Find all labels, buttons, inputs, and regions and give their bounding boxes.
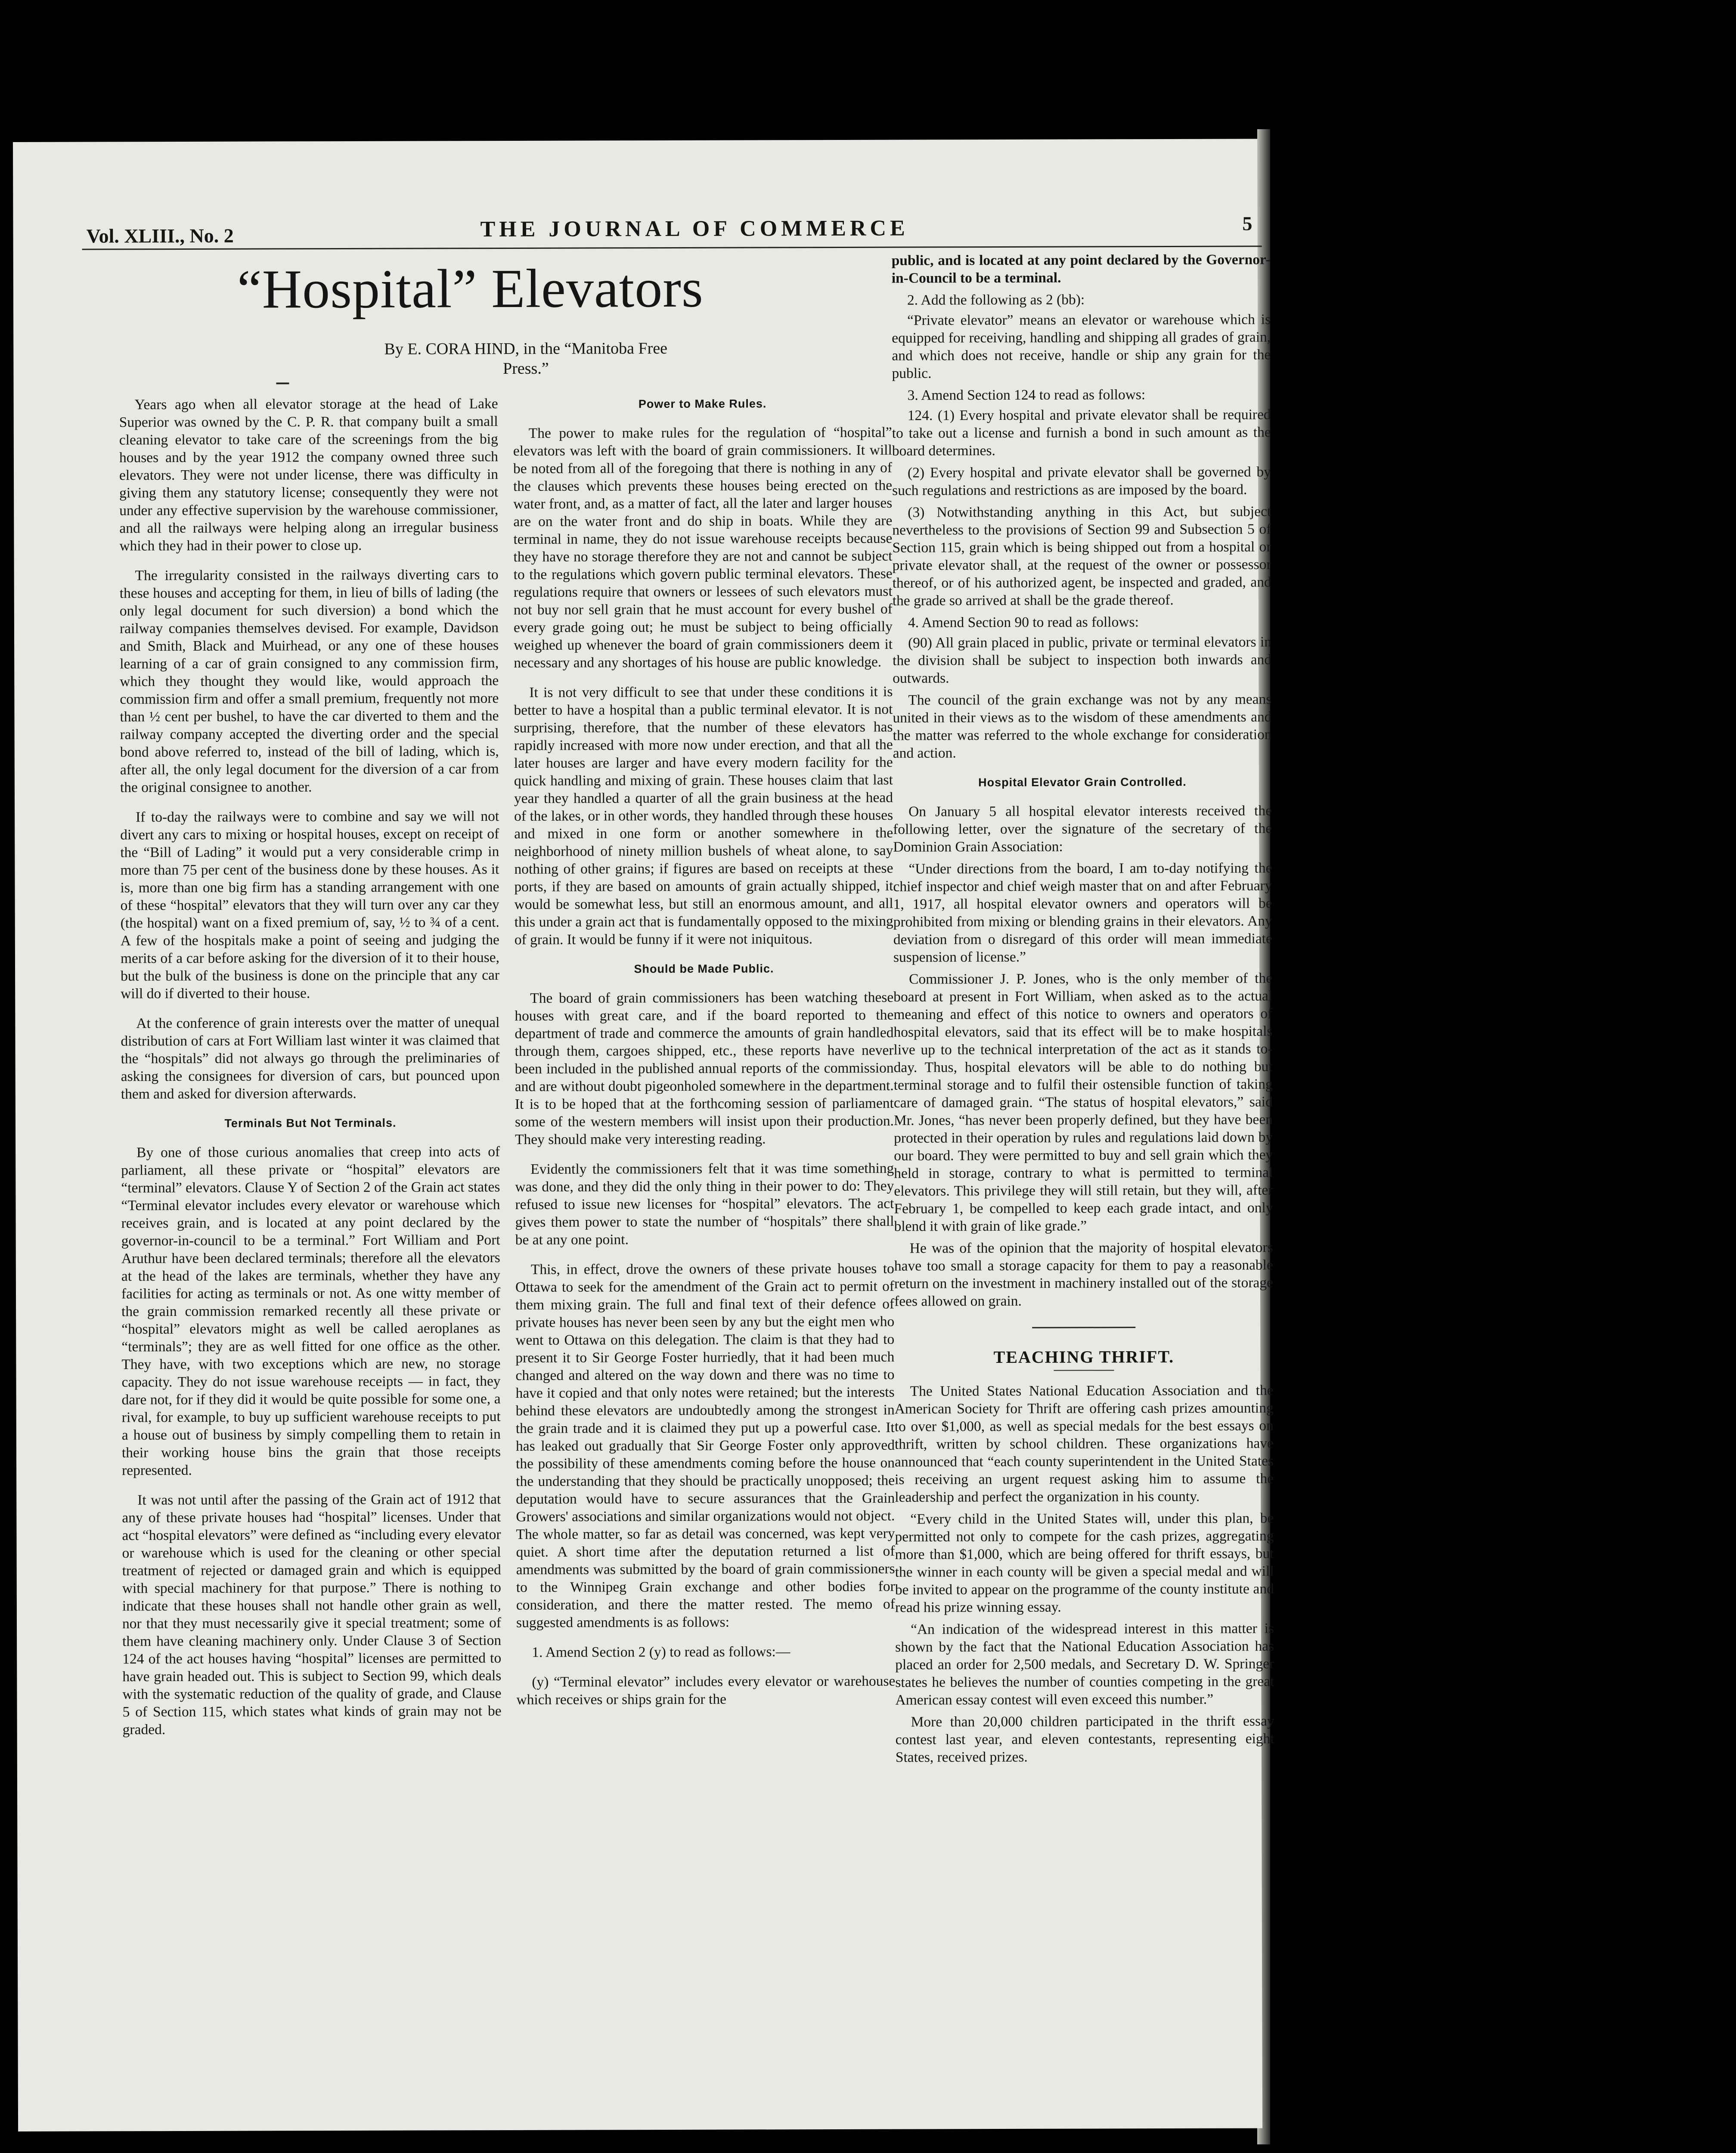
col3-private-elevator: “Private elevator” means an elevator or warehouse which is equipped for receiving, handling and shipping all grades of grain, and which does not receive, handle or ship any grain for the public. bbox=[892, 311, 1271, 382]
volume-number: Vol. XLIII., No. 2 bbox=[86, 224, 234, 247]
col3-amend-4: 4. Amend Section 90 to read as follows: bbox=[908, 614, 1139, 631]
subhead-power-rules: Power to Make Rules. bbox=[638, 397, 767, 411]
thrift-title-underline bbox=[1054, 1370, 1114, 1371]
section-divider bbox=[1032, 1327, 1135, 1328]
col3-amend-3: 3. Amend Section 124 to read as follows: bbox=[907, 387, 1146, 403]
byline-mark bbox=[276, 382, 289, 384]
col3-amend-2: 2. Add the following as 2 (bb): bbox=[907, 292, 1085, 308]
col2-amend-y: (y) “Terminal elevator” includes every elevator or warehouse which receives or ships grain for the bbox=[516, 1673, 896, 1708]
col2-paragraph-3: The board of grain commissioners has been watching these houses with great care, and if the board reported to the department of trade and commerce the amounts of grain handled through them, cargoes shipped, etc., these reports have never been included in the published annual reports of the commission and are without doubt pigeonholed somewhere in the department. It is to be hoped that at the forthcoming session of parliament some of the western members will insist upon their production. They should make very interesting reading. bbox=[515, 989, 894, 1148]
thrift-paragraph-2: “Every child in the United States will, under this plan, be permitted not only to compete for the cash prizes, aggregating more than $1,000, which are being offered for thrift essays, but the winner in each county will be given a special medal and will be invited to appear on the programme of the county institute and read his prize winning essay. bbox=[895, 1510, 1274, 1616]
col2-paragraph-5: This, in effect, drove the owners of these private houses to Ottawa to seek for the amendment of the Grain act to permit of them mixing grain. The full and final text of their defence of private houses has never been seen by any but the eight men who went to Ottawa on this delegation. The claim is that they had to present it to Sir George Foster hurriedly, that it had been much changed and altered on the way down and there was no time to have it copied and that only notes were retained; but the interests behind these elevators are undoubtedly among the strongest in the grain trade and it is claimed they put up a powerful case. It has leaked out gradually that Sir George Foster only approved the possibility of these amendments coming before the house on the understanding that they should be practically unopposed; the deputation would have to secure assurances that the Grain Growers' associations and similar organizations would not object. The whole matter, so far as detail was concerned, was kept very quiet. A short time after the deputation returned a list of amendments was submitted by the board of grain commissioners to the Winnipeg Grain exchange and other bodies for consideration, and there the matter rested. The memo of suggested amendments is as follows: bbox=[515, 1260, 895, 1631]
newspaper-page bbox=[13, 139, 1274, 2131]
col3-letter-quote: “Under directions from the board, I am to-day notifying the chief inspector and chief weigh master that on and after February 1, 1917, all hospital elevator owners and operators will be prohibited from mixing or blending grains in their elevators. Any deviation from o disregard of this order will mean immediate suspension of license.” bbox=[893, 860, 1272, 965]
col2-paragraph-2: It is not very difficult to see that under these conditions it is better to have a hospital than a public terminal elevator. It is not surprising, therefore, that the number of these elevators has rapidly increased with more now under erection, and that all the later houses are larger and have every modern facility for the quick handling and mixing of grain. These houses claim that last year they handled a quarter of all the grain business at the head of the lakes, or in other words, they handled through these houses and mixed in one form or another somewhere in the neighborhood of ninety million bushels of wheat alone, to say nothing of other grains; if figures are based on receipts at these ports, if they are based on amounts of grain actually shipped, it would be somewhat less, but still an enormous amount, and all this under a grain act that is fundamentally opposed to the mixing of grain. It would be funny if it were not iniquitous. bbox=[514, 683, 893, 948]
thrift-paragraph-3: “An indication of the widespread interest in this matter is shown by the fact that the National Education Association has placed an order for 2,500 medals, and Secretary D. W. Springer states he believes the number of counties competing in the great American essay contest will even exceed this number.” bbox=[895, 1620, 1274, 1708]
column-3 bbox=[892, 251, 1274, 1778]
page-number: 5 bbox=[1242, 212, 1252, 235]
col1-paragraph-4: At the conference of grain interests over the matter of unequal distribution of cars at Fort William last winter it was claimed that the “hospitals” did not always go through the preliminaries of asking the consignees for diversion of cars, but pounced upon them and asked for diversion afterwards. bbox=[121, 1014, 500, 1102]
header-rule bbox=[82, 245, 1262, 250]
article-byline bbox=[315, 338, 737, 379]
column-1 bbox=[119, 395, 502, 1750]
col2-paragraph-1: The power to make rules for the regulation of “hospital” elevators was left with the board of grain commissioners. It will be noted from all of the foregoing that there is nothing in any of the clauses which prevents these houses being erected on the water front, and, as a matter of fact, all the later and larger houses are on the water front and do ship in boats. While they are terminal in name, they do not issue warehouse receipts because they have no storage therefore they are not and cannot be subject to the regulations which govern public terminal elevators. These regulations require that owners or lessees of such elevators must not buy nor sell grain that he must account for every bushel of every grade going out; he must be subject to being officially weighed up whenever the board of grain commissioners deem it necessary and any shortages of his house are public knowledge. bbox=[513, 424, 893, 671]
subhead-grain-controlled: Hospital Elevator Grain Controlled. bbox=[978, 775, 1187, 789]
col3-section-124-2: (2) Every hospital and private elevator shall be governed by such regulations and restrictions as are imposed by the board. bbox=[892, 464, 1271, 499]
byline-line-1: By E. CORA HIND, in the “Manitoba Free bbox=[384, 339, 668, 358]
col3-section-124-1: 124. (1) Every hospital and private elevator shall be required to take out a license and furnish a bond in such amount as the board determines. bbox=[892, 406, 1271, 459]
subhead-terminals: Terminals But Not Terminals. bbox=[224, 1116, 397, 1130]
byline-line-2: Press.” bbox=[503, 359, 549, 378]
article-title: “Hospital” Elevators bbox=[237, 257, 704, 320]
col1-paragraph-6: It was not until after the passing of the Grain act of 1912 that any of these private houses had “hospital” licenses. Under that act “hospital elevators” were defined as “including every elevator or warehouse which is used for the cleaning or other special treatment of rejected or damaged grain and which is equipped with special machinery for that purpose.” There is nothing to indicate that these houses shall not handle other grain as well, nor that they must necessarily give it special treatment; some of them have cleaning machinery only. Under Clause 3 of Section 124 of the act houses having “hospital” licenses are permitted to have grain headed out. This is subject to Section 99, which deals with the systematic reduction of the quality of grade, and Clause 5 of Section 115, which states what kinds of grain may not be graded. bbox=[122, 1491, 502, 1738]
col1-paragraph-1: Years ago when all elevator storage at the head of Lake Superior was owned by the C. P. R. that company built a small cleaning elevator to take care of the screenings from the big houses and by the year 1912 the company owned three such elevators. They were not under license, there was difficulty in giving them any statutory license; consequently they were not under any effective supervision by the warehouse commissioner, and all the railways were helping along an irregular business which they had in their power to close up. bbox=[119, 396, 499, 554]
col3-paragraph-january: On January 5 all hospital elevator interests received the following letter, over the signature of the secretary of the Dominion Grain Association: bbox=[893, 803, 1272, 855]
thrift-title: TEACHING THRIFT. bbox=[993, 1346, 1175, 1367]
col2-amend-1: 1. Amend Section 2 (y) to read as follows:— bbox=[532, 1644, 790, 1660]
col3-amend-continued: public, and is located at any point declared by the Governor-in-Council to be a terminal. bbox=[891, 251, 1271, 286]
subhead-made-public: Should be Made Public. bbox=[634, 962, 774, 976]
thrift-paragraph-1: The United States National Education Association and the American Society for Thrift are offering cash prizes amounting to over $1,000, as well as special medals for the best essays on thrift, written by school children. These organizations have announced that “each county superintendent in the United States is receiving an urgent request asking him to assume the leadership and perfect the organization in his county. bbox=[894, 1382, 1274, 1505]
column-2 bbox=[513, 390, 896, 1721]
thrift-paragraph-4: More than 20,000 children participated in the thrift essay contest last year, and eleven contestants, representing eight States, received prizes. bbox=[895, 1713, 1274, 1765]
col1-paragraph-3: If to-day the railways were to combine and say we will not divert any cars to mixing or hospital houses, except on receipt of the “Bill of Lading” it would put a very considerable crimp in more than 75 per cent of the business done by these houses. As it is, more than one big firm has a standing arrangement with one of these “hospital” elevators that they will turn over any car they (the hospital) want on a fixed premium of, say, ½ to ¾ of a cent. A few of the hospitals make a point of seeing and judging the merits of a car before asking for the diversion of it to their house, but the bulk of the business is done on the principle that any car will do if diverted to their house. bbox=[120, 808, 500, 1002]
col3-commissioner-jones: Commissioner J. P. Jones, who is the only member of the board at present in Fort William, when asked as to the actual meaning and effect of this notice to owners and operators of hospital elevators, said that its effect will be to make hospitals live up to the technical interpretation of the act as it stands to-day. Thus, hospital elevators will be able to do nothing but terminal storage and to fulfil their ostensible function of taking care of damaged grain. “The status of hospital elevators,” said Mr. Jones, “has never been properly defined, but they have been protected in their operation by rules and regulations laid down by our board. They were permitted to buy and sell grain which they held in storage, contrary to what is permitted to terminal elevators. This privilege they will still retain, but they will, after February 1, be compelled to keep each grade intact, and only blend it with grain of like grade.” bbox=[893, 970, 1273, 1235]
col3-council: The council of the grain exchange was not by any means united in their views as to the wisdom of these amendments and the matter was referred to the whole exchange for consideration and action. bbox=[893, 691, 1272, 761]
publication-name: THE JOURNAL OF COMMERCE bbox=[480, 216, 909, 242]
col1-paragraph-2: The irregularity consisted in the railways diverting cars to these houses and accepting for them, in lieu of bills of lading (the only legal document for such diversion) a bond which the railway companies themselves devised. For example, Davidson and Smith, Black and Muirhead, or any one of these houses learning of a car of grain consigned to any commission firm, which they thought they would like, would approach the commission firm and offer a small premium, frequently not more than ½ cent per bushel, to have the car diverted to them and the railway company accepted the diverting order and the special bond above referred to, instead of the bill of lading, which is, after all, the only legal document for the diversion of a car from the original consignee to another. bbox=[119, 567, 499, 796]
col1-paragraph-5: By one of those curious anomalies that creep into acts of parliament, all these private or “hospital” elevators are “terminal” elevators. Clause Y of Section 2 of the Grain act states “Terminal elevator includes every elevator or warehouse which receives grain, and is located at any point declared by the governor-in-council to be a terminal.” Fort William and Port Aruthur have been declared terminals; therefore all the elevators at the head of the lakes are terminals, whether they have any facilities for acting as terminals or not. As one witty member of the grain commission remarked recently all these private or “hospital” elevators might as well be called aeroplanes as “terminals”; they are as well fitted for one office as the other. They have, with two exceptions which are new, no storage capacity. They do not issue warehouse receipts — in fact, they dare not, for if they did it would be quite possible for some one, a rival, for example, to buy up sufficient warehouse receipts to put a house out of business by simply compelling them to retain in their working house bins the grain that those receipts represented. bbox=[121, 1144, 501, 1479]
col3-opinion: He was of the opinion that the majority of hospital elevators have too small a storage capacity for them to pay a reasonable return on the investment in machinery installed out of the storage fees allowed on grain. bbox=[894, 1239, 1273, 1309]
col3-section-90: (90) All grain placed in public, private or terminal elevators in the division shall be subject to inspection both inwards and outwards. bbox=[893, 634, 1272, 686]
col2-paragraph-4: Evidently the commissioners felt that it was time something was done, and they did the only thing in their power to do: They refused to issue new licenses for “hospital” elevators. The act gives them power to state the number of “hospitals” there shall be at any one point. bbox=[515, 1160, 894, 1248]
col3-section-124-3: (3) Notwithstanding anything in this Act, but subject nevertheless to the provisions of Section 99 and Subsection 5 of Section 115, grain which is being shipped out from a hospital or private elevator shall, at the request of the owner or possessor thereof, or of his authorized agent, be inspected and graded, and the grade so arrived at shall be the grade thereof. bbox=[892, 503, 1271, 609]
